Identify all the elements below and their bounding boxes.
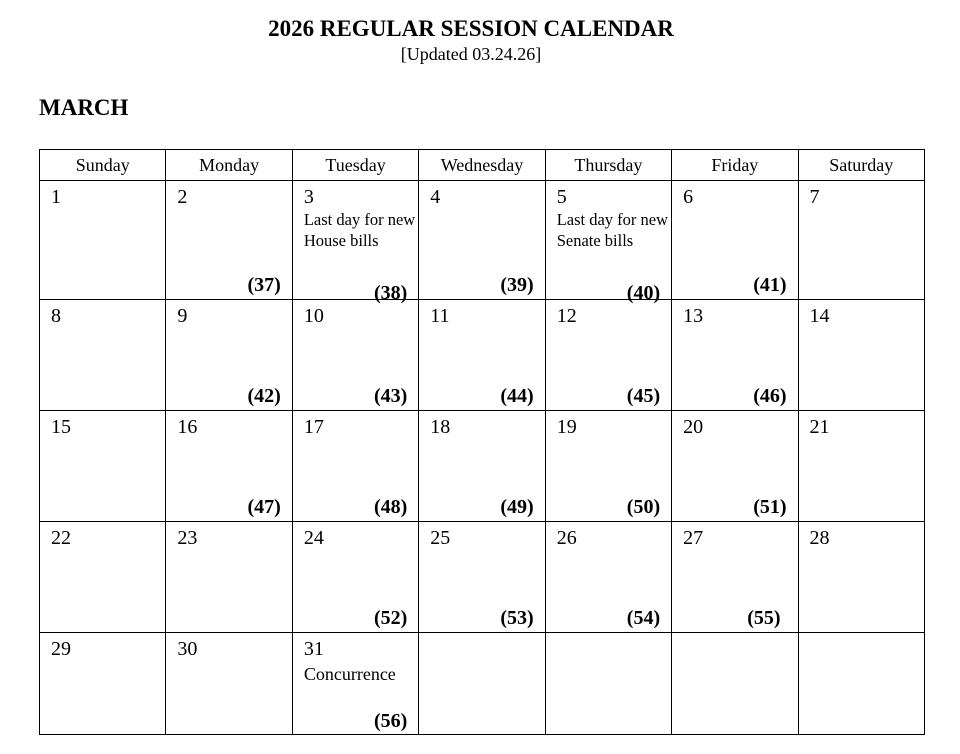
week-row [40,411,925,522]
day-number: 14 [809,305,830,327]
day-cell [40,522,166,633]
session-day-number: (46) [753,385,787,407]
session-day-number: (48) [373,496,408,518]
page-title: 2026 REGULAR SESSION CALENDAR [268,16,674,41]
session-day-number: (37) [247,274,281,296]
day-number: 6 [683,186,694,208]
day-number: 4 [430,186,441,208]
day-cell [798,411,924,522]
day-cell [545,411,671,522]
day-cell [419,411,545,522]
day-cell [672,411,798,522]
day-cell [798,300,924,411]
day-number: 30 [177,638,198,660]
day-cell [672,181,798,300]
day-number: 18 [430,416,451,438]
weekday-thursday: Thursday [545,150,671,181]
week-row [40,522,925,633]
day-number: 17 [303,416,324,438]
session-day-number: (41) [753,274,787,296]
weekday-tuesday: Tuesday [292,150,418,181]
day-cell [419,300,545,411]
day-cell [292,633,418,735]
day-number: 15 [51,416,71,438]
day-cell [798,522,924,633]
day-number: 20 [683,416,704,438]
week-row [40,300,925,411]
day-cell [292,411,418,522]
session-day-number: (52) [373,607,408,629]
session-day-number: (53) [500,607,534,629]
weekday-header-row [40,150,925,181]
session-day-number: (42) [247,385,281,407]
day-number: 28 [809,527,830,549]
day-number: 10 [303,305,324,327]
day-number: 16 [177,416,198,438]
day-cell [545,522,671,633]
day-cell [672,300,798,411]
day-number: 26 [556,527,577,549]
weekday-friday: Friday [672,150,798,181]
session-day-number: (50) [626,496,661,518]
day-cell [545,300,671,411]
deadline-note: Last day for new Senate bills [556,210,669,250]
session-day-number: (54) [626,607,661,629]
day-cell [545,181,671,304]
week-row [40,633,925,735]
weekday-wednesday: Wednesday [419,150,545,181]
day-number: 2 [177,186,188,208]
session-day-number: (39) [500,274,534,296]
session-day-number: (38) [373,282,408,304]
session-day-number: (55) [747,607,781,629]
day-cell [40,633,166,735]
week-row [40,181,925,300]
session-day-number: (40) [626,282,661,304]
day-number: 27 [683,527,704,549]
empty-cell [545,633,671,735]
weekday-monday: Monday [166,150,292,181]
day-number: 13 [683,305,704,327]
deadline-note: Last day for new House bills [303,210,416,250]
day-cell [798,181,924,300]
weekday-sunday: Sunday [40,150,166,181]
session-day-number: (45) [626,385,661,407]
day-number: 21 [809,416,830,438]
session-day-number: (56) [373,710,408,732]
day-number: 25 [430,527,451,549]
month-heading: MARCH [39,95,129,120]
day-cell [419,181,545,300]
day-number: 22 [51,527,71,549]
day-cell [292,300,418,411]
weekday-saturday: Saturday [798,150,924,181]
day-number: 5 [556,186,567,208]
day-number: 1 [51,186,61,208]
day-cell [166,181,292,300]
day-number: 23 [177,527,198,549]
day-number: 8 [51,305,61,327]
day-cell [40,300,166,411]
session-day-number: (47) [247,496,281,518]
day-number: 31 [303,638,324,660]
day-cell [672,522,798,633]
session-day-number: (49) [500,496,534,518]
empty-cell [419,633,545,735]
day-number: 3 [303,186,314,208]
day-number: 19 [556,416,577,438]
session-day-number: (44) [500,385,534,407]
day-cell [166,300,292,411]
empty-cell [798,633,924,735]
day-cell [166,522,292,633]
day-cell [40,411,166,522]
day-cell [40,181,166,300]
updated-date: [Updated 03.24.26] [400,44,542,64]
day-cell [166,633,292,735]
day-number: 11 [430,305,450,327]
day-number: 24 [303,527,324,549]
empty-cell [672,633,798,735]
day-number: 7 [809,186,820,208]
day-cell [292,522,418,633]
day-number: 29 [51,638,71,660]
day-number: 12 [556,305,577,327]
day-cell [166,411,292,522]
session-day-number: (43) [373,385,408,407]
concurrence-note: Concurrence [303,664,396,684]
day-number: 9 [177,305,188,327]
day-cell [292,181,418,304]
calendar-grid [39,149,925,735]
session-day-number: (51) [753,496,787,518]
day-cell [419,522,545,633]
